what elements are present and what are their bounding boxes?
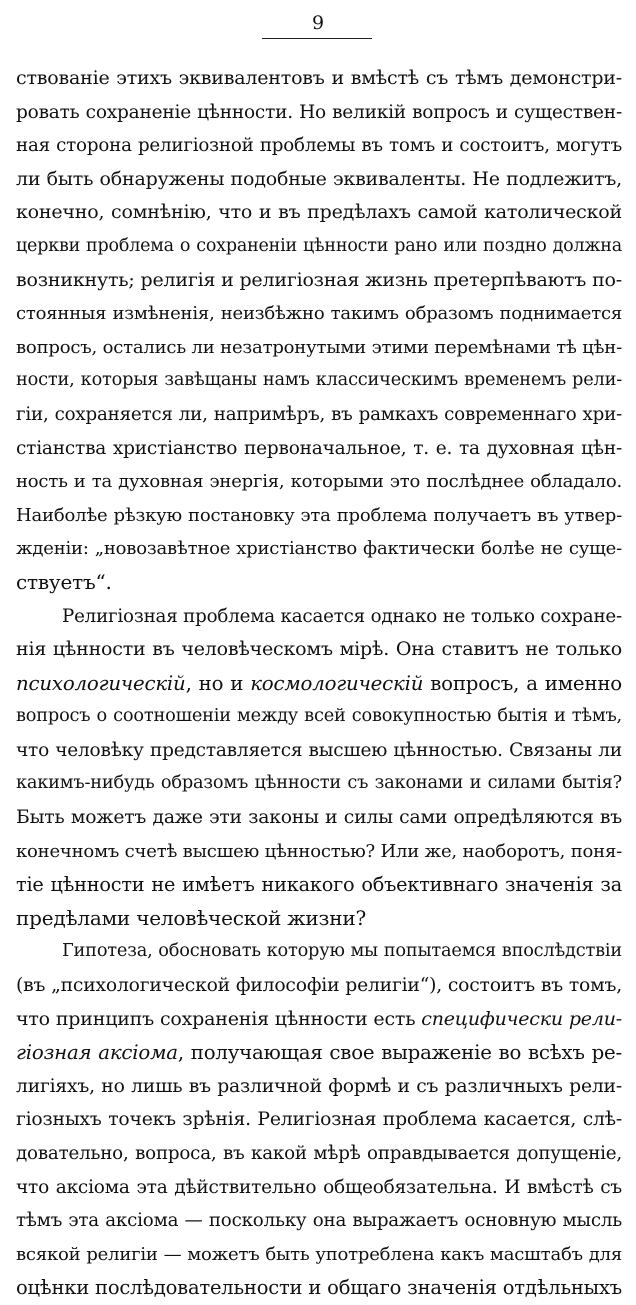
text-line-mixed	[16, 667, 622, 701]
body-text	[16, 62, 622, 1305]
text-line: Наиболѣе рѣзкую постановку эта проблема получаетъ въ утвер-	[16, 504, 622, 526]
page-number: 9	[311, 12, 325, 34]
text-line: ствуетъ“.	[16, 569, 112, 594]
text-line: церкви проблема о сохраненіи цѣнности рано или поздно должна	[16, 235, 622, 256]
header-rule	[262, 38, 372, 39]
text-run: вопросъ, а именно	[423, 671, 622, 695]
text-run: что принципъ сохраненія цѣнности есть	[16, 1007, 422, 1030]
text-line: довательно, вопроса, въ какой мѣрѣ оправдывается допущеніе,	[16, 1143, 622, 1164]
text-line: стоянныя измѣненія, неизбѣжно такимъ образомъ поднимается	[16, 303, 622, 325]
text-line: Быть можетъ даже эти законы и силы сами опредѣляются въ	[16, 807, 622, 829]
text-line: нія цѣнности въ человѣческомъ мірѣ. Она ставитъ не только	[16, 638, 622, 661]
text-line: ли быть обнаружены подобные эквиваленты. Не подлежитъ,	[16, 167, 622, 190]
text-line: конечно, сомнѣнію, что и въ предѣлахъ самой католической	[16, 201, 622, 224]
text-line: что аксіома эта дѣйствительно общеобязательна. И вмѣстѣ съ	[16, 1176, 622, 1198]
text-line: что человѣку представляется высшею цѣнностью. Связаны ли	[16, 739, 622, 761]
text-line-mixed	[16, 1003, 622, 1037]
text-line: оцѣнки послѣдовательности и общаго значенія отдѣльныхъ	[16, 1276, 622, 1300]
text-line: ровать сохраненіе цѣнности. Но великій вопросъ и существен-	[16, 101, 622, 123]
text-line: Гипотеза, обосновать которую мы попытаемся впослѣдствіи	[62, 941, 622, 962]
text-line: тѣмъ эта аксіома — поскольку она выражаетъ основную мысль	[16, 1210, 622, 1232]
text-line: лигіяхъ, но лишь въ различной формѣ и съ различныхъ рели-	[16, 1075, 622, 1097]
italic-run: психологическій	[16, 671, 186, 695]
text-line: Религіозная проблема касается однако не только сохране-	[62, 605, 622, 627]
text-run: , но и	[185, 671, 251, 695]
text-line-mixed	[16, 1036, 622, 1070]
text-line: ная сторона религіозной проблемы въ томъ и состоитъ, могутъ	[16, 135, 622, 157]
text-line: стіанства христіанство первоначальное, т. е. та духовная цѣн-	[16, 437, 622, 459]
text-line: ствованіе этихъ эквивалентовъ и вмѣстѣ съ тѣмъ демонстри-	[16, 67, 622, 89]
text-line: ности, которыя завѣщаны намъ классическимъ временемъ рели-	[16, 370, 622, 391]
text-line: какимъ-нибудь образомъ цѣнности съ законами и силами бытія?	[16, 773, 622, 794]
text-line: вопросъ о соотношеніи между всей совокупностью бытія и тѣмъ,	[16, 706, 622, 727]
text-line: гіи, сохраняется ли, напримѣръ, въ рамкахъ современнаго хри-	[16, 403, 622, 425]
text-line: возникнуть; религія и религіозная жизнь претерпѣваютъ по-	[16, 268, 622, 291]
text-line: конечномъ счетѣ высшею цѣнностью? Или же, наоборотъ, поня-	[16, 840, 622, 862]
text-line: тіе цѣнности не имѣетъ никакого объективнаго значенія за	[16, 873, 622, 897]
text-line: всякой религіи — можетъ быть употреблена какъ масштабъ для	[16, 1243, 622, 1265]
italic-run: специфически рели-	[421, 1007, 622, 1030]
text-line: гіозныхъ точекъ зрѣнія. Религіозная проблема касается, слѣ-	[16, 1109, 622, 1131]
text-line: жденіи: „новозавѣтное христіанство фактически болѣе не суще-	[16, 538, 622, 560]
italic-run: космологическій	[250, 671, 424, 695]
text-line: (въ „психологической философіи религіи“), состоитъ въ томъ,	[16, 975, 622, 997]
text-line: вопросъ, остались ли незатронутыми этими перемѣнами тѣ цѣн-	[16, 336, 622, 358]
text-run: , получающая свое выраженіе во всѣхъ ре-	[177, 1041, 622, 1065]
italic-run: гіозная аксіома	[16, 1041, 178, 1065]
text-line: предѣлами человѣческой жизни?	[16, 905, 367, 930]
text-line: ность и та духовная энергія, которыми это послѣднее обладало.	[16, 471, 622, 493]
